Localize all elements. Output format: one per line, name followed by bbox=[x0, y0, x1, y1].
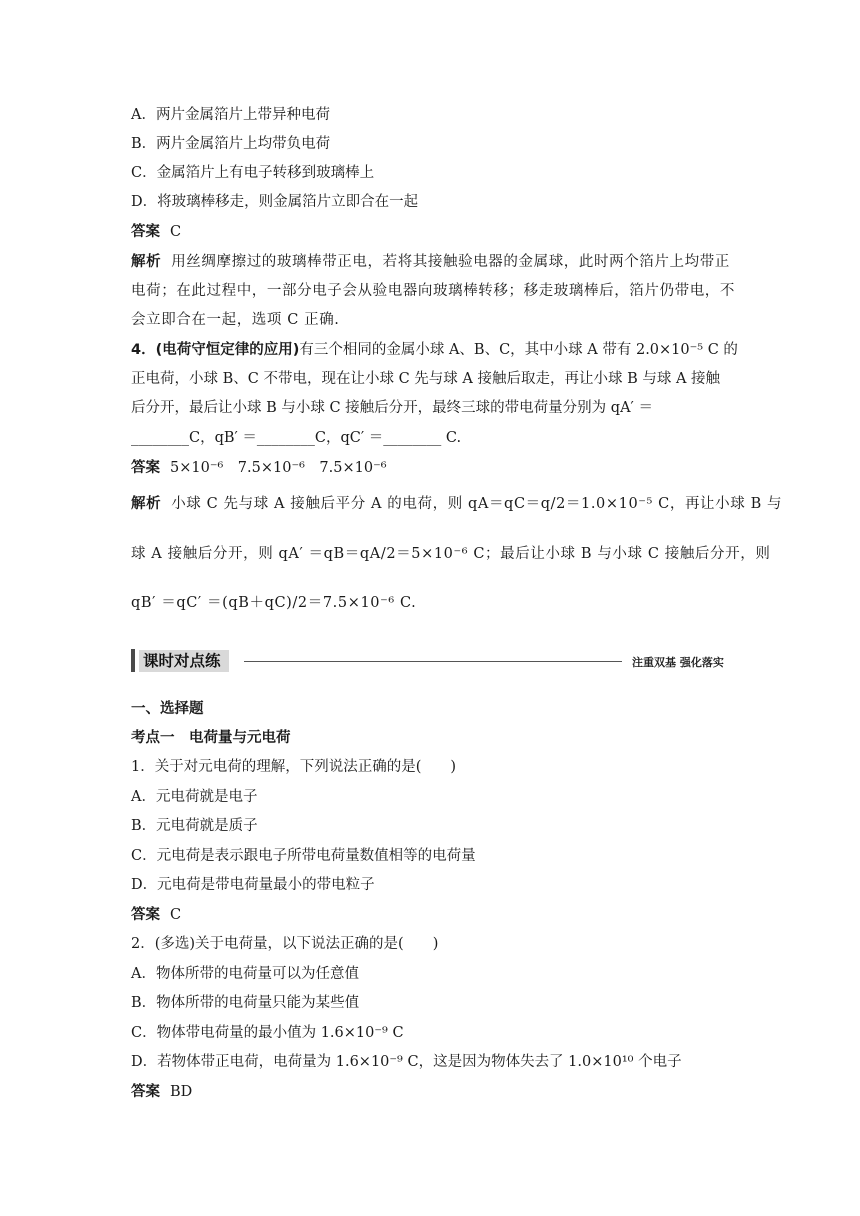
analysis-text: 用丝绸摩擦过的玻璃棒带正电，若将其接触验电器的金属球，此时两个箔片上均带正 bbox=[171, 254, 730, 270]
p1-answer bbox=[131, 905, 181, 925]
q4-stem-text: 有三个相同的金属小球 A、B、C，其中小球 A 带有 2.0×10⁻⁵ C 的 bbox=[299, 342, 738, 358]
section-accent-bar bbox=[131, 649, 135, 672]
p2-option-c: C．物体带电荷量的最小值为 1.6×10⁻⁹ C bbox=[131, 1025, 404, 1041]
q4-tag: 4．(电荷守恒定律的应用) bbox=[131, 342, 300, 358]
q4-analysis-line2: 球 A 接触后分开，则 qA′ ＝qB＝qA/2＝5×10⁻⁶ C；最后让小球 B 与小球 C 接触后分开，则 bbox=[131, 546, 771, 562]
p2-option-b: B．物体所带的电荷量只能为某些值 bbox=[131, 995, 360, 1011]
p2-option-d: D．若物体带正电荷，电荷量为 1.6×10⁻⁹ C，这是因为物体失去了 1.0×10¹⁰ 个电子 bbox=[131, 1054, 682, 1070]
q3-answer bbox=[131, 222, 181, 242]
answer-label: 答案 bbox=[131, 460, 160, 476]
answer-label: 答案 bbox=[131, 1084, 160, 1100]
section-divider bbox=[244, 661, 622, 662]
q3-option-b: B．两片金属箔片上均带负电荷 bbox=[131, 136, 331, 152]
p1-option-c: C．元电荷是表示跟电子所带电荷量数值相等的电荷量 bbox=[131, 848, 476, 864]
q3-analysis-line3: 会立即合在一起，选项 C 正确. bbox=[131, 312, 340, 328]
analysis-label: 解析 bbox=[131, 496, 162, 512]
q4-analysis-line1 bbox=[131, 494, 782, 514]
answer-value: BD bbox=[170, 1084, 193, 1100]
q3-option-a: A．两片金属箔片上带异种电荷 bbox=[131, 107, 330, 123]
p2-option-a: A．物体所带的电荷量可以为任意值 bbox=[131, 966, 359, 982]
p1-option-a: A．元电荷就是电子 bbox=[131, 789, 258, 805]
q4-stem-line2: 正电荷，小球 B、C 不带电，现在让小球 C 先与球 A 接触后取走，再让小球 B 与球 A 接触 bbox=[131, 371, 721, 387]
answer-value: 5×10⁻⁶ 7.5×10⁻⁶ 7.5×10⁻⁶ bbox=[170, 460, 387, 476]
p2-answer bbox=[131, 1082, 192, 1102]
answer-value: C bbox=[170, 224, 182, 240]
analysis-text: 小球 C 先与球 A 接触后平分 A 的电荷，则 qA＝qC＝q/2＝1.0×10⁻⁵ C，再让小球 B 与 bbox=[171, 496, 783, 512]
p2-stem: 2．(多选)关于电荷量，以下说法正确的是( ) bbox=[131, 936, 439, 952]
q3-option-d: D．将玻璃棒移走，则金属箔片立即合在一起 bbox=[131, 194, 419, 210]
q4-analysis-line3: qB′ ＝qC′ ＝(qB＋qC)/2＝7.5×10⁻⁶ C. bbox=[131, 595, 417, 611]
answer-value: C bbox=[170, 907, 182, 923]
q4-stem-line3: 后分开，最后让小球 B 与小球 C 接触后分开，最终三球的带电荷量分别为 qA′ ＝ bbox=[131, 400, 653, 416]
section-title: 课时对点练 bbox=[139, 650, 229, 672]
answer-label: 答案 bbox=[131, 224, 160, 240]
topic-title: 考点一 电荷量与元电荷 bbox=[131, 730, 291, 746]
section-tagline: 注重双基 强化落实 bbox=[632, 656, 724, 669]
p1-option-b: B．元电荷就是质子 bbox=[131, 818, 258, 834]
p1-option-d: D．元电荷是带电荷量最小的带电粒子 bbox=[131, 877, 375, 893]
answer-label: 答案 bbox=[131, 907, 160, 923]
analysis-label: 解析 bbox=[131, 254, 162, 270]
part-title: 一、选择题 bbox=[131, 701, 204, 717]
q3-analysis-line1 bbox=[131, 252, 730, 272]
p1-stem: 1．关于对元电荷的理解，下列说法正确的是( ) bbox=[131, 759, 457, 775]
q4-answer bbox=[131, 458, 387, 478]
q3-analysis-line2: 电荷；在此过程中，一部分电子会从验电器向玻璃棒转移；移走玻璃棒后，箔片仍带电，不 bbox=[131, 283, 735, 299]
q3-option-c: C．金属箔片上有电子转移到玻璃棒上 bbox=[131, 165, 375, 181]
q4-stem-line1 bbox=[131, 340, 738, 360]
q4-stem-line4: ________C，qB′ ＝________C，qC′ ＝________ C. bbox=[131, 430, 462, 446]
